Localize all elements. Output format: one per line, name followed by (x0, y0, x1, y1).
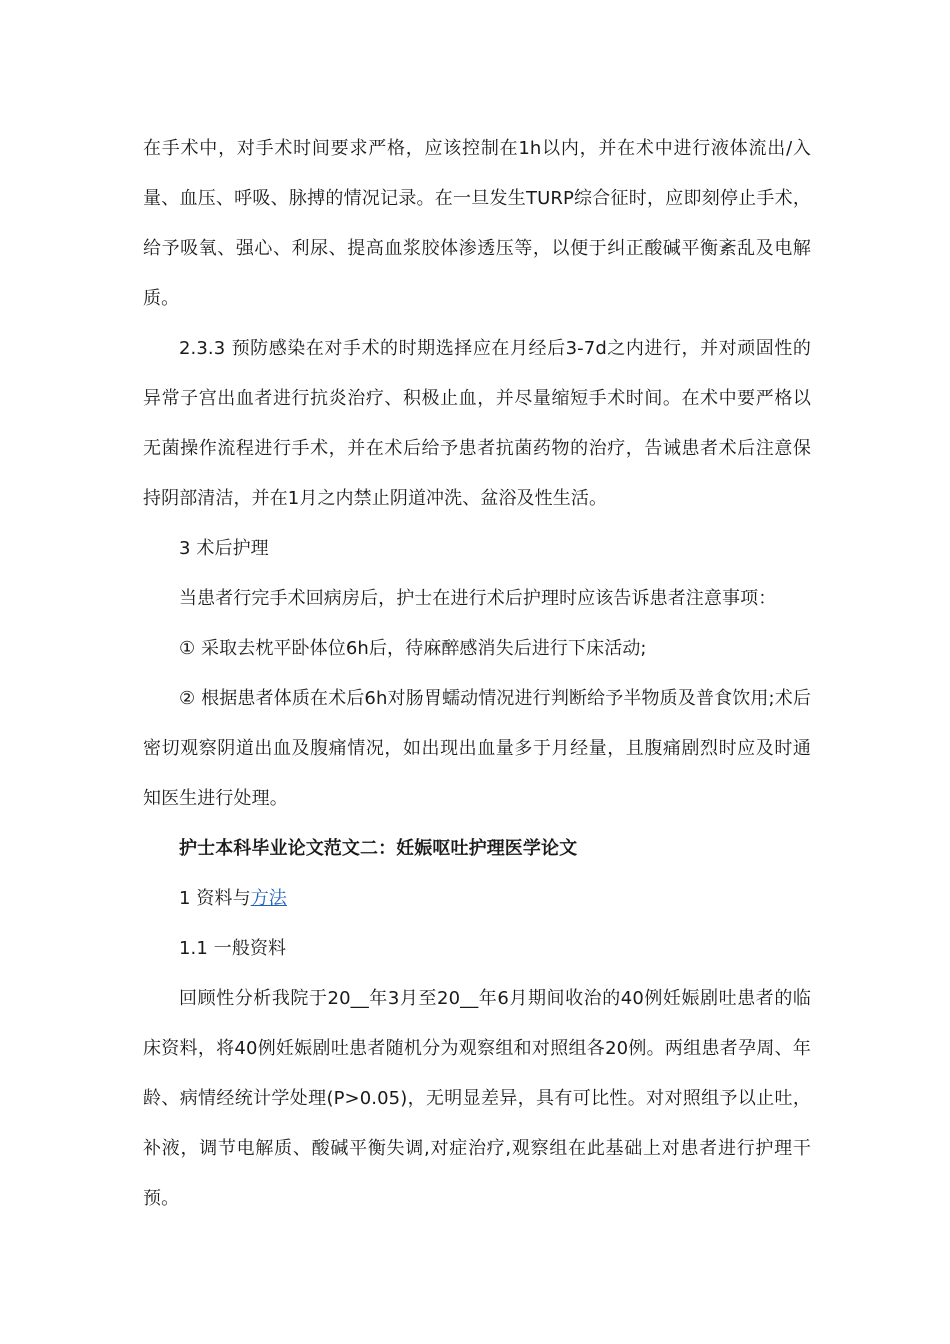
paragraph-infection-prevention: 2.3.3 预防感染在对手术的时期选择应在月经后3-7d之内进行，并对顽固性的异常子宫出血者进行抗炎治疗、积极止血，并尽量缩短手术时间。在术中要严格以无菌操作流程进行手术，并在术后给予患者抗菌药物的治疗，告诫患者术后注意保持阴部清洁，并在1月之内禁止阴道冲洗、盆浴及性生活。 (143, 338, 811, 509)
subsection-heading-general: 1.1 一般资料 (179, 938, 287, 959)
paragraph-retrospective-analysis: 回顾性分析我院于20__年3月至20__年6月期间收治的40例妊娠剧吐患者的临床资料，将40例妊娠剧吐患者随机分为观察组和对照组各20例。两组患者孕周、年龄、病情经统计学处理(P>0.05)，无明显差异，具有可比性。对对照组予以止吐，补液，调节电解质、酸碱平衡失调,对症治疗,观察组在此基础上对患者进行护理干预。 (143, 988, 811, 1209)
list-item-2: ② 根据患者体质在术后6h对肠胃蠕动情况进行判断给予半物质及普食饮用;术后密切观察阴道出血及腹痛情况，如出现出血量多于月经量，且腹痛剧烈时应及时通知医生进行处理。 (143, 688, 811, 809)
section-heading-materials (143, 874, 811, 924)
section-heading-prefix: 1 资料与 (179, 888, 251, 909)
paragraph-postop-intro: 当患者行完手术回病房后，护士在进行术后护理时应该告诉患者注意事项： (179, 588, 777, 609)
list-item-1: ① 采取去枕平卧体位6h后，待麻醉感消失后进行下床活动; (179, 638, 647, 659)
paragraph-surgery-time: 在手术中，对手术时间要求严格，应该控制在1h以内，并在术中进行液体流出/入量、血压、呼吸、脉搏的情况记录。在一旦发生TURP综合征时，应即刻停止手术，给予吸氧、强心、利尿、提高血浆胶体渗透压等，以便于纠正酸碱平衡紊乱及电解质。 (143, 138, 811, 309)
section-heading-postop-care: 3 术后护理 (179, 538, 269, 559)
document-page (143, 124, 811, 1224)
methods-link[interactable]: 方法 (250, 888, 287, 909)
article-title-two: 护士本科毕业论文范文二：妊娠呕吐护理医学论文 (179, 838, 578, 859)
